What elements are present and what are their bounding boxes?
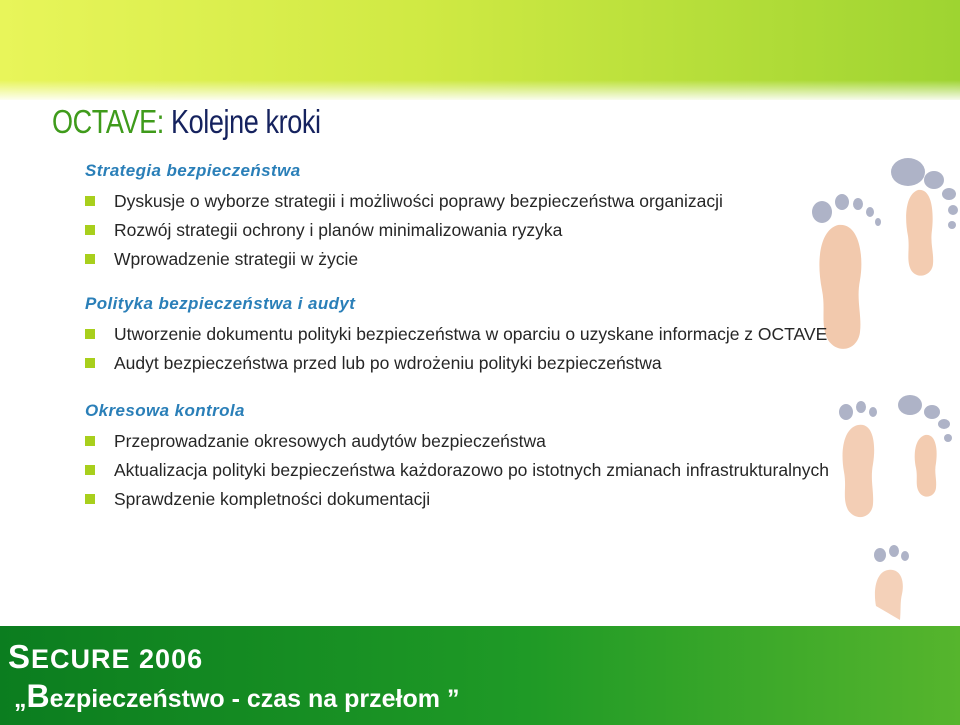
section-heading: Strategia bezpieczeństwa [85,161,301,180]
list-item: Dyskusje o wyborze strategii i możliwości poprawy bezpieczeństwa organizacji [85,190,877,213]
event-tagline [14,678,459,715]
top-banner-fade [0,80,960,102]
bullet-list [85,323,877,375]
section-heading: Polityka bezpieczeństwa i audyt [85,294,356,313]
tag-close-quote: ” [446,685,460,713]
list-item: Audyt bezpieczeństwa przed lub po wdrożeniu polityki bezpieczeństwa [85,352,877,375]
brand-rest: ECURE 2006 [31,644,204,674]
slide-title-main: Kolejne kroki [171,103,321,140]
footer-banner [0,626,960,725]
tag-rest: ezpieczeństwo - czas na przełom [49,685,441,713]
tag-open-quote: „ [14,685,27,713]
bullet-list [85,430,877,511]
list-item: Sprawdzenie kompletności dokumentacji [85,488,877,511]
section-strategy [85,160,877,271]
brand-initial: S [8,638,32,675]
list-item: Rozwój strategii ochrony i planów minimalizowania ryzyka [85,219,877,242]
slide-content [85,160,877,517]
section-policy-audit [85,293,877,375]
list-item: Wprowadzenie strategii w życie [85,248,877,271]
slide-title [52,103,321,141]
section-heading: Okresowa kontrola [85,401,245,420]
list-item: Aktualizacja polityki bezpieczeństwa każdorazowo po istotnych zmianach infrastrukturalnych [85,459,877,482]
tag-initial: B [26,678,50,714]
section-periodic-control [85,400,877,511]
event-brand [8,638,203,676]
list-item: Przeprowadzanie okresowych audytów bezpieczeństwa [85,430,877,453]
list-item: Utworzenie dokumentu polityki bezpieczeństwa w oparciu o uzyskane informacje z OCTAVE [85,323,884,346]
slide-title-prefix: OCTAVE: [52,103,164,140]
bullet-list [85,190,877,271]
